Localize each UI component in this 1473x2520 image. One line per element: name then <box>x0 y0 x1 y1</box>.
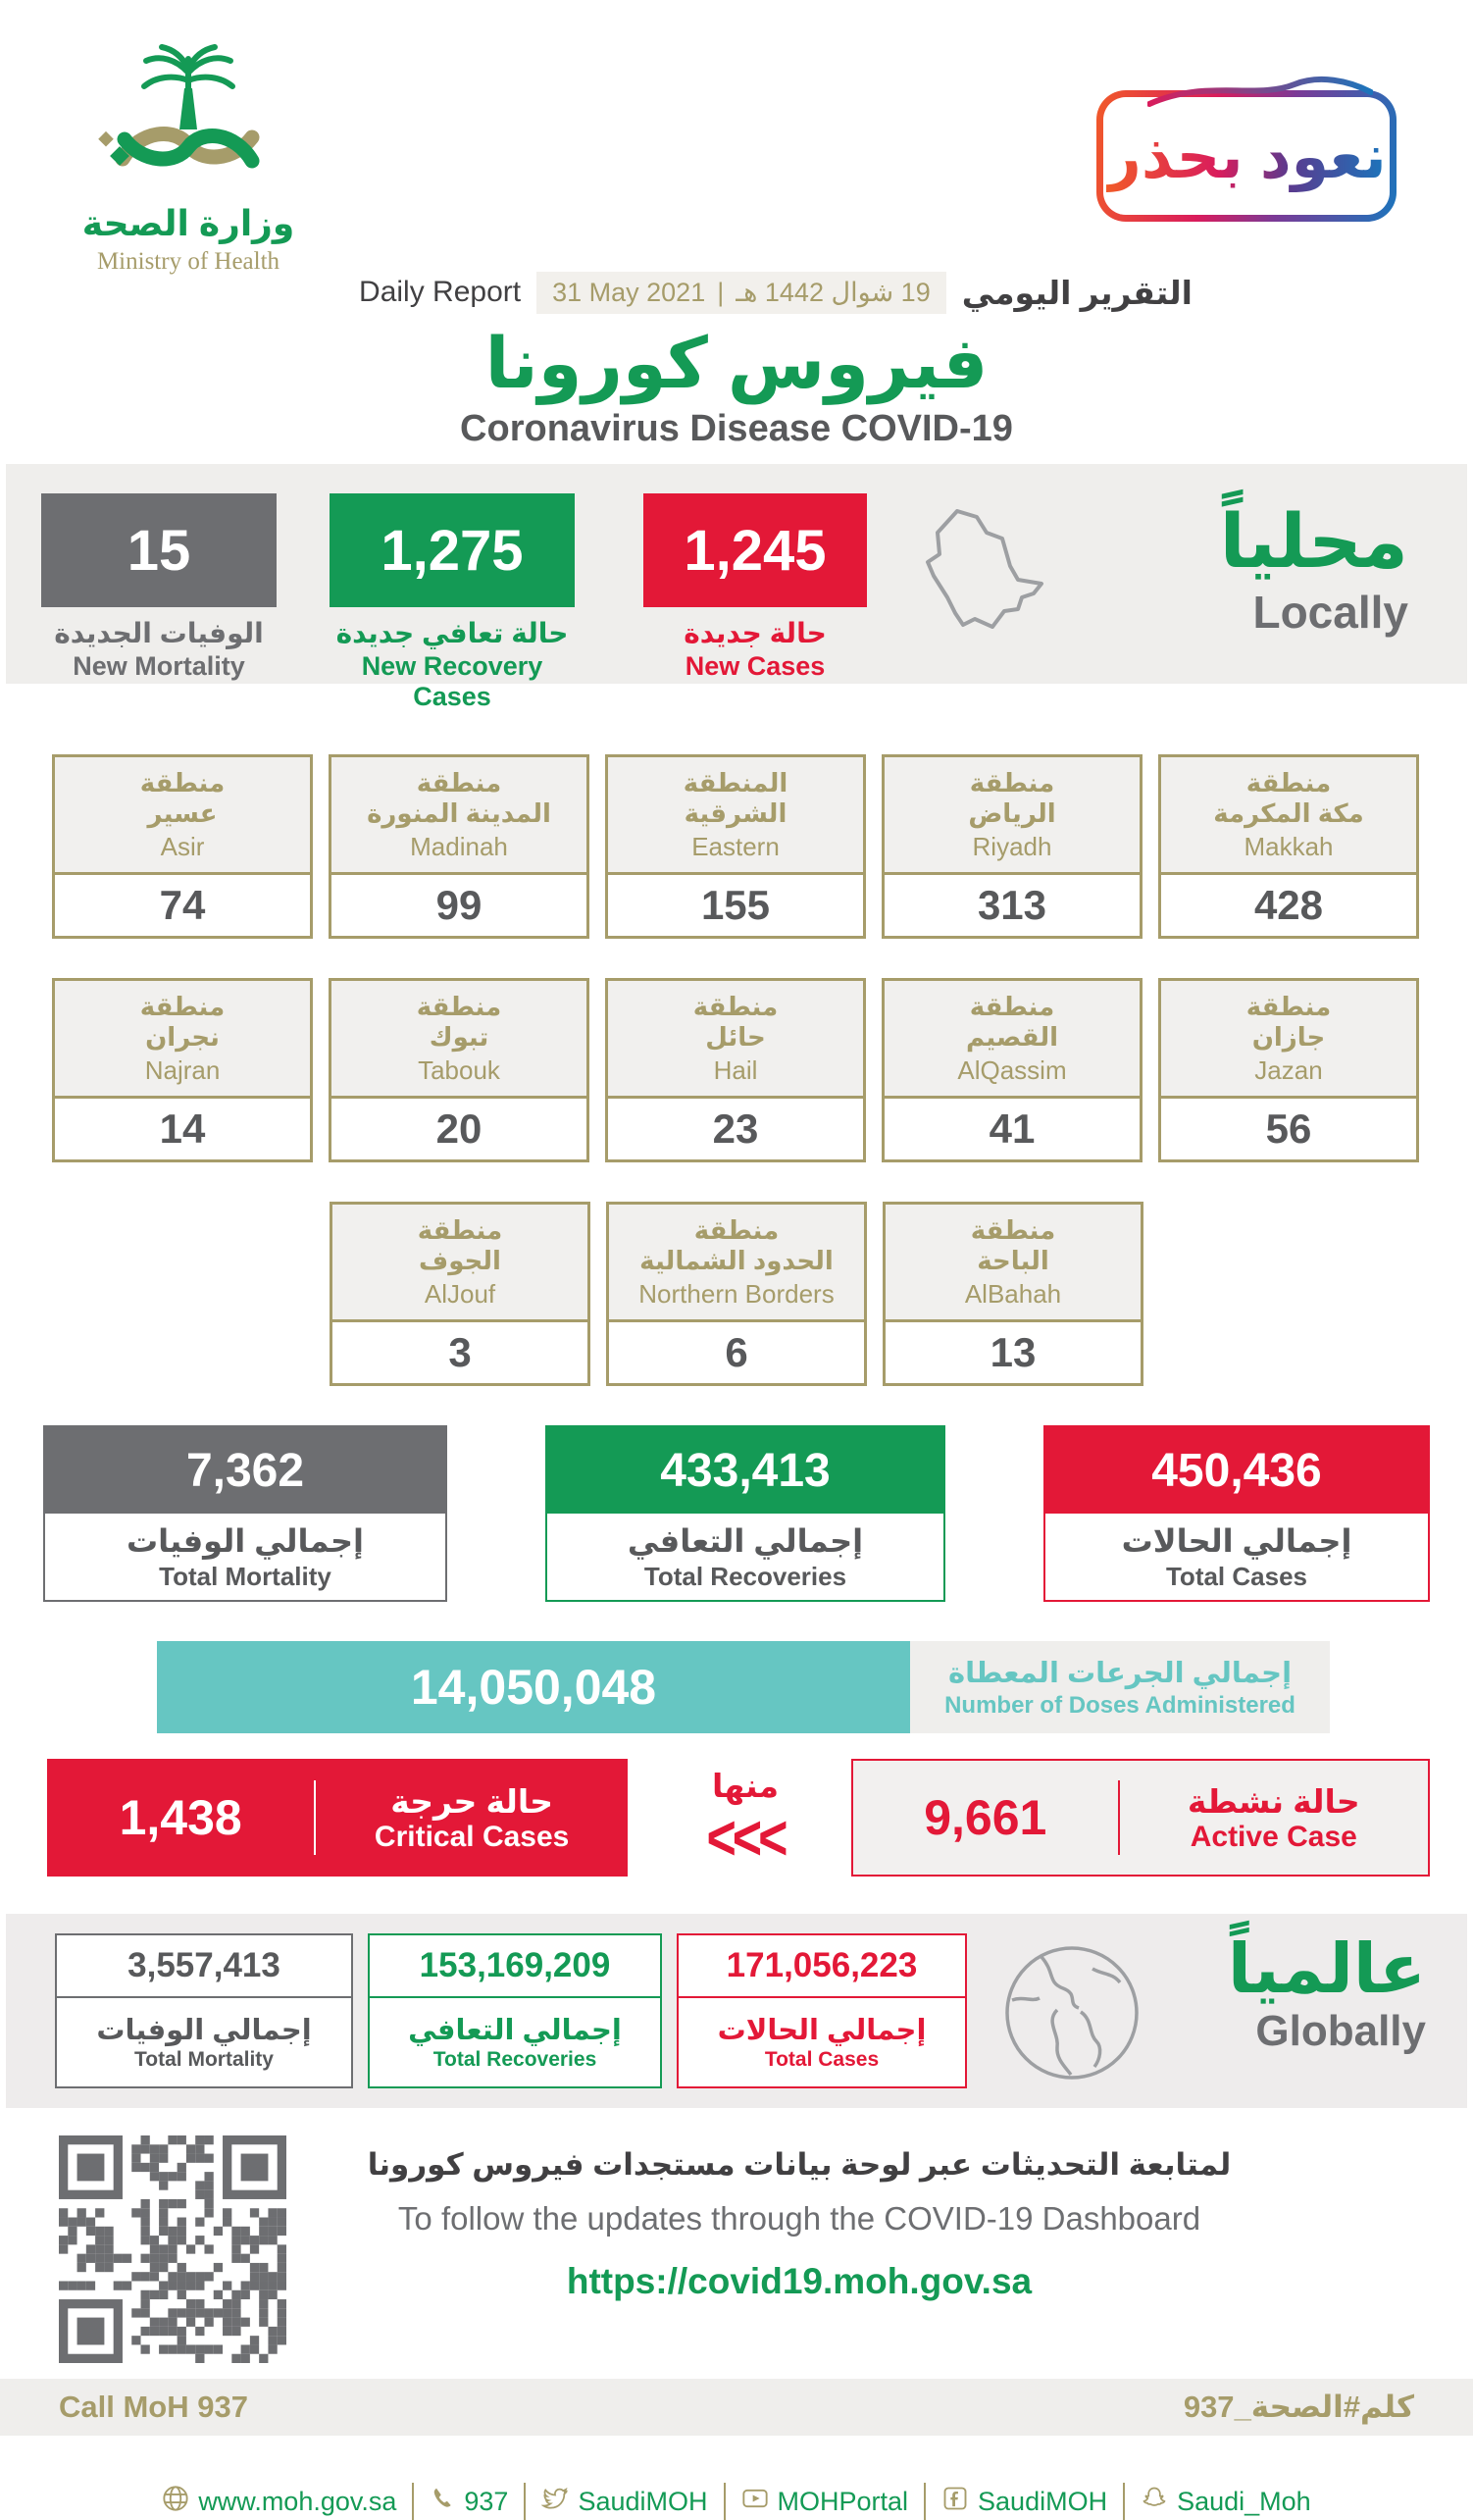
facebook-icon <box>941 2485 969 2519</box>
region-en: AlJouf <box>424 1279 496 1310</box>
region-ar-line1: منطقة <box>969 991 1055 1021</box>
region-en: Northern Borders <box>638 1279 835 1310</box>
youtube-icon <box>741 2485 769 2519</box>
global-cases-label-en: Total Cases <box>764 2048 880 2072</box>
region-ar-line1: منطقة <box>692 991 779 1021</box>
active-cases-card <box>851 1759 1430 1877</box>
region-card-aljouf <box>330 1202 590 1386</box>
locally-heading <box>1220 501 1408 639</box>
region-ar-line2: مكة المكرمة <box>1213 797 1364 828</box>
global-recoveries-label-en: Total Recoveries <box>432 2048 597 2072</box>
global-mortality-label-ar: إجمالي الوفيات <box>96 2015 312 2047</box>
region-en: Riyadh <box>972 832 1052 862</box>
global-cases-card <box>677 1933 967 2088</box>
region-ar-line1: منطقة <box>1245 767 1332 797</box>
of-which-label: منها <box>711 1768 780 1805</box>
new-cases-label-ar: حالة جديدة <box>684 618 827 649</box>
locally-heading-en: Locally <box>1252 586 1408 638</box>
region-ar-line2: الباحة <box>977 1245 1049 1275</box>
region-card-alqassim <box>882 978 1143 1162</box>
divider <box>524 2483 526 2520</box>
phone-link[interactable] <box>430 2486 508 2518</box>
date-gregorian: 31 May 2021 <box>552 277 706 307</box>
critical-cases-label-ar: حالة حرجة <box>390 1782 554 1820</box>
locally-heading-ar: محلياً <box>1219 500 1408 585</box>
new-mortality-value: 15 <box>41 493 277 607</box>
region-ar-line1: منطقة <box>139 767 226 797</box>
region-value: 13 <box>990 1329 1037 1376</box>
region-ar-line2: القصيم <box>965 1021 1058 1052</box>
youtube-link[interactable] <box>741 2485 909 2519</box>
globe-icon <box>998 1939 1145 2091</box>
region-card-northern-borders <box>606 1202 867 1386</box>
call-strip <box>0 2379 1473 2436</box>
of-which-annotation <box>686 1767 804 1875</box>
region-en: Tabouk <box>418 1055 500 1086</box>
new-recoveries-label-ar: حالة تعافي جديدة <box>335 618 569 649</box>
doses-value: 14,050,048 <box>157 1641 910 1733</box>
region-en: Asir <box>160 832 205 862</box>
region-ar-line1: منطقة <box>416 991 502 1021</box>
region-ar-line2: الحدود الشمالية <box>639 1245 834 1275</box>
globally-heading <box>1228 1931 1426 2056</box>
regions-row-2 <box>52 978 1421 1162</box>
new-cases-stat <box>643 493 867 682</box>
total-cases-value: 450,436 <box>1045 1427 1428 1514</box>
twitter-link[interactable] <box>541 2485 707 2519</box>
global-mortality-value: 3,557,413 <box>57 1935 351 1998</box>
moh-logo <box>61 39 316 276</box>
page-title-arabic: فيروس كورونا <box>484 325 989 403</box>
snapchat-link[interactable] <box>1141 2485 1311 2519</box>
active-cases-value: 9,661 <box>924 1790 1047 1846</box>
region-value: 99 <box>435 882 483 929</box>
snapchat-label: Saudi_Moh <box>1177 2486 1311 2516</box>
region-value: 14 <box>159 1106 206 1153</box>
region-value: 6 <box>725 1329 748 1376</box>
critical-cases-label-en: Critical Cases <box>374 1820 570 1853</box>
critical-active-row <box>0 1751 1473 1908</box>
website-label: www.moh.gov.sa <box>198 2486 397 2516</box>
doses-administered <box>157 1641 1330 1733</box>
globally-section <box>6 1914 1467 2108</box>
region-ar-line2: جازان <box>1251 1021 1326 1052</box>
badge-swoosh-icon <box>1147 75 1373 115</box>
region-en: Jazan <box>1254 1055 1323 1086</box>
daily-report-label: Daily Report <box>359 276 522 308</box>
dashboard-section <box>0 2108 1473 2379</box>
total-recoveries-label-ar: إجمالي التعافي <box>627 1522 864 1559</box>
phone-icon <box>430 2486 455 2518</box>
region-value: 41 <box>989 1106 1036 1153</box>
facebook-label: SaudiMOH <box>978 2486 1108 2516</box>
region-ar-line1: منطقة <box>693 1214 780 1245</box>
total-mortality-card <box>43 1425 447 1602</box>
total-cases-label-ar: إجمالي الحالات <box>1121 1522 1352 1559</box>
globe-icon <box>162 2485 189 2519</box>
active-cases-label-ar: حالة نشطة <box>1187 1782 1360 1820</box>
region-value: 155 <box>700 882 771 929</box>
region-card-makkah <box>1158 754 1419 939</box>
region-card-madinah <box>329 754 589 939</box>
global-recoveries-value: 153,169,209 <box>370 1935 660 1998</box>
region-ar-line1: منطقة <box>417 1214 503 1245</box>
header <box>0 0 1473 275</box>
region-ar-line2: تبوك <box>429 1021 489 1052</box>
region-en: Makkah <box>1244 832 1334 862</box>
social-footer <box>0 2483 1473 2520</box>
region-ar-line2: نجران <box>145 1021 220 1052</box>
date-separator: | <box>717 277 725 307</box>
youtube-label: MOHPortal <box>777 2486 909 2516</box>
region-ar-line1: منطقة <box>970 1214 1056 1245</box>
region-card-riyadh <box>882 754 1143 939</box>
total-mortality-label-en: Total Mortality <box>159 1561 331 1591</box>
hashtag-label: كلم#الصحة_937 <box>1183 2390 1414 2425</box>
region-card-hail <box>605 978 866 1162</box>
region-card-jazan <box>1158 978 1419 1162</box>
dashboard-note-ar: لمتابعة التحديثات عبر لوحة بيانات مستجدات فيروس كورونا <box>367 2147 1232 2183</box>
new-mortality-stat <box>41 493 277 682</box>
total-recoveries-card <box>545 1425 945 1602</box>
total-cases-card <box>1043 1425 1430 1602</box>
region-value: 428 <box>1253 882 1324 929</box>
twitter-icon <box>541 2485 569 2519</box>
daily-report-label-ar: التقرير اليومي <box>961 274 1193 311</box>
logo-english-name: Ministry of Health <box>96 248 280 275</box>
global-mortality-card <box>55 1933 353 2088</box>
total-mortality-label-ar: إجمالي الوفيات <box>126 1522 364 1559</box>
divider <box>924 2483 926 2520</box>
total-cases-label-en: Total Cases <box>1165 1561 1307 1591</box>
locally-section <box>6 464 1467 712</box>
new-cases-value: 1,245 <box>643 493 867 607</box>
badge-label: نعود بحذر <box>1106 121 1387 192</box>
doses-label-ar: إجمالي الجرعات المعطاة <box>947 1657 1293 1689</box>
regions-row-1 <box>52 754 1421 939</box>
regions-grid <box>52 754 1421 1386</box>
divider <box>412 2483 414 2520</box>
saudi-map-icon <box>900 499 1057 659</box>
region-ar-line2: عسير <box>147 797 218 828</box>
region-ar-line1: منطقة <box>139 991 226 1021</box>
dashboard-note-en: To follow the updates through the COVID-19 Dashboard <box>397 2200 1201 2237</box>
report-date <box>536 272 946 314</box>
region-ar-line2: حائل <box>705 1021 766 1052</box>
global-mortality-label-en: Total Mortality <box>134 2048 274 2072</box>
globally-heading-en: Globally <box>1255 2007 1426 2056</box>
regions-row-3 <box>52 1202 1421 1386</box>
total-mortality-value: 7,362 <box>45 1427 445 1514</box>
call-moh-label: Call MoH 937 <box>59 2390 248 2425</box>
new-recoveries-value: 1,275 <box>330 493 575 607</box>
region-card-albahah <box>883 1202 1143 1386</box>
report-line <box>39 269 1473 316</box>
region-value: 56 <box>1265 1106 1312 1153</box>
global-recoveries-card <box>368 1933 662 2088</box>
global-cases-value: 171,056,223 <box>679 1935 965 1998</box>
globally-heading-ar: عالمياً <box>1227 1930 1426 2008</box>
region-ar-line1: منطقة <box>416 767 502 797</box>
new-recoveries-stat <box>330 493 575 712</box>
region-card-eastern <box>605 754 866 939</box>
region-en: Eastern <box>691 832 780 862</box>
region-ar-line2: الرياض <box>968 797 1056 828</box>
return-with-caution-badge <box>1096 90 1397 222</box>
qr-code <box>59 2135 286 2368</box>
region-value: 74 <box>159 882 206 929</box>
global-recoveries-label-ar: إجمالي التعافي <box>408 2015 622 2047</box>
region-en: Najran <box>144 1055 221 1086</box>
global-cases-label-ar: إجمالي الحالات <box>717 2015 927 2047</box>
region-value: 23 <box>712 1106 759 1153</box>
logo-arabic-name: وزارة الصحة <box>81 203 295 243</box>
region-card-najran <box>52 978 313 1162</box>
region-value: 3 <box>448 1329 472 1376</box>
region-ar-line2: الجوف <box>419 1245 501 1275</box>
critical-cases-value: 1,438 <box>119 1790 242 1846</box>
region-ar-line1: منطقة <box>969 767 1055 797</box>
phone-label: 937 <box>464 2486 509 2516</box>
page-title-english: Coronavirus Disease COVID-19 <box>460 408 1013 450</box>
date-hijri: 19 شوال 1442 هـ <box>736 277 931 307</box>
region-ar-line2: المدينة المنورة <box>367 797 551 828</box>
region-ar-line1: منطقة <box>1245 991 1332 1021</box>
new-recoveries-label-en: New Recovery Cases <box>361 651 543 712</box>
website-link[interactable] <box>162 2485 396 2519</box>
local-totals <box>43 1425 1430 1602</box>
moh-palm-logo-icon <box>85 183 291 200</box>
region-value: 313 <box>977 882 1047 929</box>
chevrons-left-icon: <<< <box>706 1803 785 1875</box>
region-card-asir <box>52 754 313 939</box>
divider <box>1123 2483 1125 2520</box>
total-recoveries-value: 433,413 <box>547 1427 943 1514</box>
dashboard-url-link[interactable]: https://covid19.moh.gov.sa <box>566 2261 1033 2302</box>
region-ar-line2: الشرقية <box>684 797 787 828</box>
region-card-tabouk <box>329 978 589 1162</box>
region-en: Hail <box>713 1055 758 1086</box>
region-en: AlBahah <box>964 1279 1062 1310</box>
region-value: 20 <box>435 1106 483 1153</box>
twitter-label: SaudiMOH <box>578 2486 708 2516</box>
active-cases-label-en: Active Case <box>1190 1820 1357 1853</box>
doses-label-en: Number of Doses Administered <box>944 1691 1295 1719</box>
region-en: AlQassim <box>957 1055 1067 1086</box>
facebook-link[interactable] <box>941 2485 1107 2519</box>
new-mortality-label-ar: الوفيات الجديدة <box>54 618 264 649</box>
region-ar-line1: المنطقة <box>683 767 788 797</box>
snapchat-icon <box>1141 2485 1168 2519</box>
region-en: Madinah <box>410 832 508 862</box>
new-cases-label-en: New Cases <box>685 651 826 682</box>
total-recoveries-label-en: Total Recoveries <box>643 1561 847 1591</box>
divider <box>724 2483 726 2520</box>
new-mortality-label-en: New Mortality <box>73 651 245 682</box>
critical-cases-card <box>47 1759 628 1877</box>
